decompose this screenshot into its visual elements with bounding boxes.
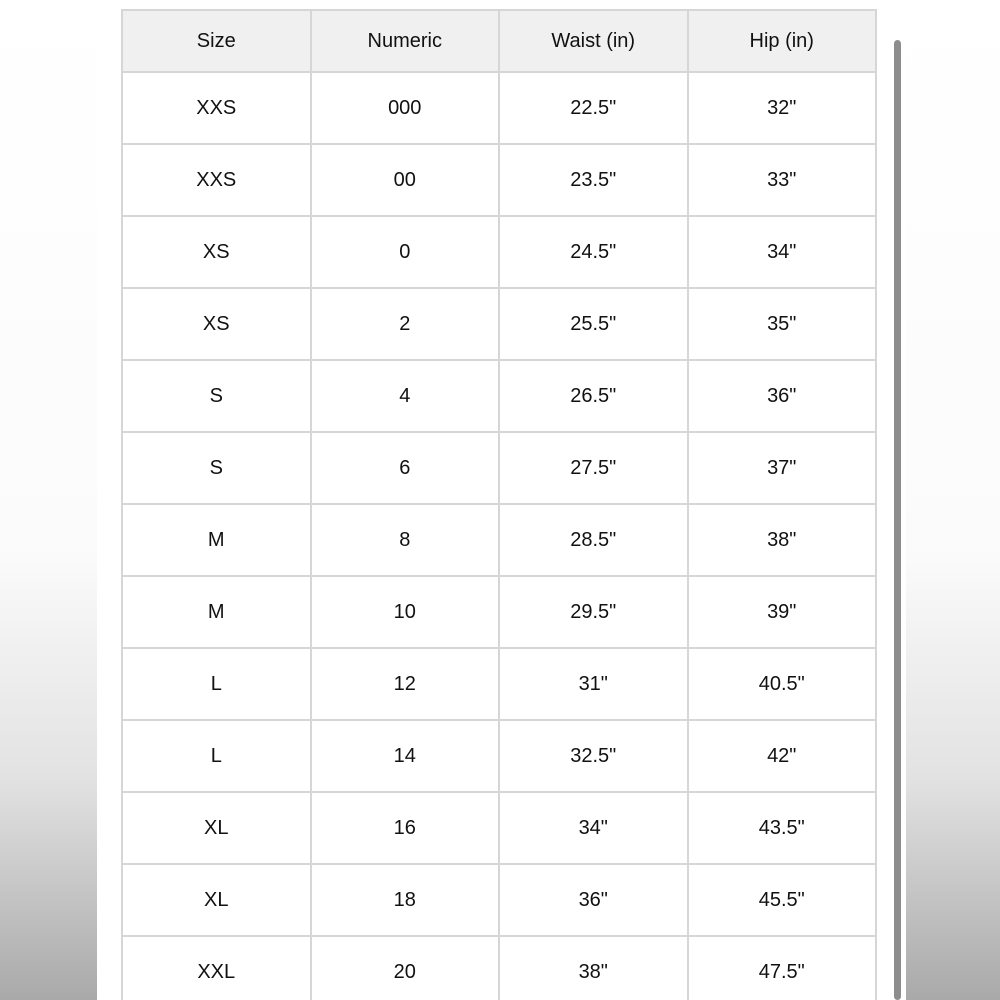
numeric-cell: 10 xyxy=(311,576,500,648)
table-row xyxy=(122,216,876,288)
waist-cell: 26.5" xyxy=(499,360,688,432)
hip-cell: 45.5" xyxy=(688,864,877,936)
table-row xyxy=(122,72,876,144)
hip-cell: 37" xyxy=(688,432,877,504)
numeric-cell: 2 xyxy=(311,288,500,360)
waist-cell: 32.5" xyxy=(499,720,688,792)
numeric-cell: 16 xyxy=(311,792,500,864)
table-row xyxy=(122,936,876,1000)
column-header-hip: Hip (in) xyxy=(688,10,877,72)
column-header-size: Size xyxy=(122,10,311,72)
table-row xyxy=(122,504,876,576)
waist-cell: 38" xyxy=(499,936,688,1000)
hip-cell: 38" xyxy=(688,504,877,576)
size-cell: XL xyxy=(122,792,311,864)
size-cell: XS xyxy=(122,216,311,288)
waist-cell: 29.5" xyxy=(499,576,688,648)
column-header-numeric: Numeric xyxy=(311,10,500,72)
numeric-cell: 0 xyxy=(311,216,500,288)
table-row xyxy=(122,360,876,432)
waist-cell: 28.5" xyxy=(499,504,688,576)
hip-cell: 32" xyxy=(688,72,877,144)
size-cell: XS xyxy=(122,288,311,360)
waist-cell: 22.5" xyxy=(499,72,688,144)
size-chart-header xyxy=(122,10,876,72)
numeric-cell: 000 xyxy=(311,72,500,144)
size-chart-table xyxy=(121,9,877,1000)
numeric-cell: 18 xyxy=(311,864,500,936)
size-cell: L xyxy=(122,648,311,720)
hip-cell: 42" xyxy=(688,720,877,792)
size-cell: XXL xyxy=(122,936,311,1000)
size-cell: S xyxy=(122,432,311,504)
size-cell: M xyxy=(122,504,311,576)
numeric-cell: 8 xyxy=(311,504,500,576)
numeric-cell: 14 xyxy=(311,720,500,792)
table-row xyxy=(122,864,876,936)
waist-cell: 34" xyxy=(499,792,688,864)
table-row xyxy=(122,720,876,792)
hip-cell: 47.5" xyxy=(688,936,877,1000)
size-cell: M xyxy=(122,576,311,648)
vertical-scrollbar[interactable] xyxy=(894,40,901,1000)
table-row xyxy=(122,792,876,864)
table-row xyxy=(122,576,876,648)
hip-cell: 33" xyxy=(688,144,877,216)
table-row xyxy=(122,648,876,720)
size-chart-body xyxy=(122,72,876,1000)
hip-cell: 34" xyxy=(688,216,877,288)
waist-cell: 36" xyxy=(499,864,688,936)
header-row xyxy=(122,10,876,72)
waist-cell: 31" xyxy=(499,648,688,720)
numeric-cell: 20 xyxy=(311,936,500,1000)
table-row xyxy=(122,144,876,216)
size-cell: XXS xyxy=(122,144,311,216)
size-cell: S xyxy=(122,360,311,432)
waist-cell: 24.5" xyxy=(499,216,688,288)
numeric-cell: 6 xyxy=(311,432,500,504)
numeric-cell: 00 xyxy=(311,144,500,216)
waist-cell: 23.5" xyxy=(499,144,688,216)
hip-cell: 39" xyxy=(688,576,877,648)
hip-cell: 35" xyxy=(688,288,877,360)
size-cell: XL xyxy=(122,864,311,936)
table-row xyxy=(122,288,876,360)
column-header-waist: Waist (in) xyxy=(499,10,688,72)
numeric-cell: 12 xyxy=(311,648,500,720)
hip-cell: 40.5" xyxy=(688,648,877,720)
size-cell: L xyxy=(122,720,311,792)
table-row xyxy=(122,432,876,504)
numeric-cell: 4 xyxy=(311,360,500,432)
size-cell: XXS xyxy=(122,72,311,144)
waist-cell: 27.5" xyxy=(499,432,688,504)
hip-cell: 36" xyxy=(688,360,877,432)
waist-cell: 25.5" xyxy=(499,288,688,360)
hip-cell: 43.5" xyxy=(688,792,877,864)
